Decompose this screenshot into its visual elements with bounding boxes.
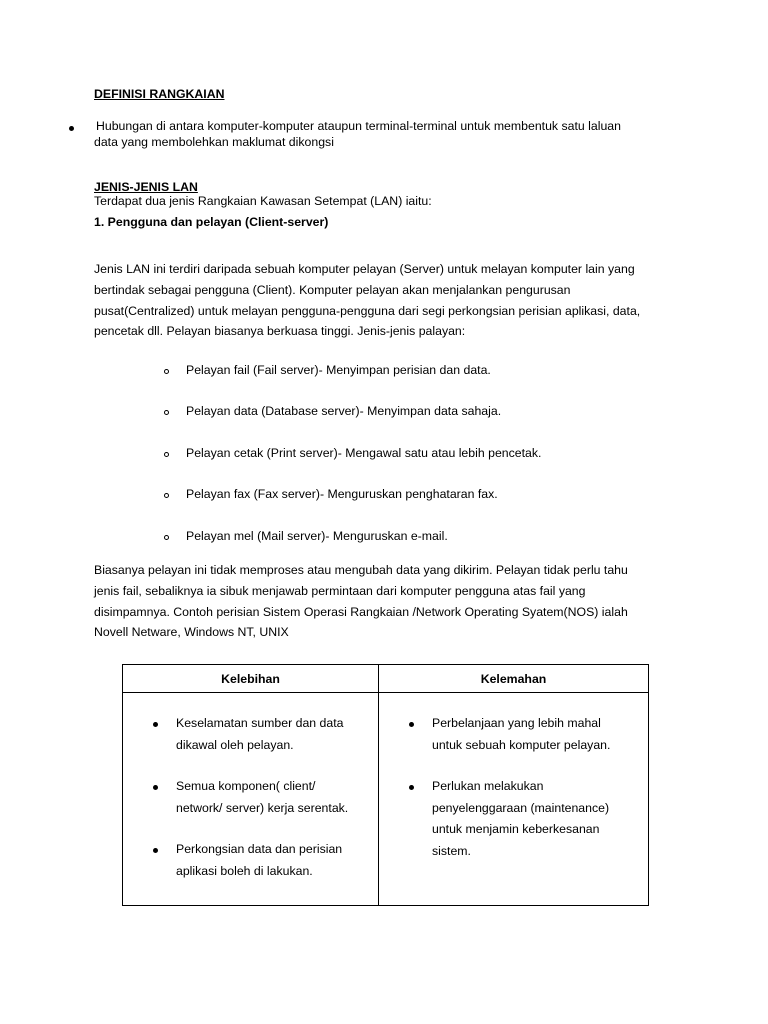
- table-header-row: [123, 665, 649, 693]
- list-item: Pelayan fax (Fax server)- Menguruskan penghataran fax.: [186, 487, 498, 501]
- paragraph-line: bertindak sebagai pengguna (Client). Komputer pelayan akan menjalankan pengurusan: [94, 282, 571, 297]
- list-item-line: Semua komponen( client/: [176, 779, 316, 793]
- list-item: [432, 776, 609, 862]
- list-item-line: untuk sebuah komputer pelayan.: [432, 737, 611, 752]
- circle-bullet-icon: [164, 410, 169, 415]
- bullet-icon: [69, 126, 74, 131]
- paragraph-line: Biasanya pelayan ini tidak memproses atau mengubah data yang dikirim. Pelayan tidak perlu tahu: [94, 563, 628, 577]
- heading-types: JENIS-JENIS LAN: [94, 180, 198, 194]
- bullet-icon: [153, 848, 158, 853]
- column-header-advantages: Kelebihan: [123, 665, 379, 693]
- circle-bullet-icon: [164, 535, 169, 540]
- paragraph-line: pencetak dll. Pelayan biasanya berkuasa tinggi. Jenis-jenis palayan:: [94, 324, 466, 339]
- bullet-icon: [409, 722, 414, 727]
- paragraph-line: jenis fail, sebaliknya ia sibuk menjawab permintaan dari komputer pengguna atas fail yang: [94, 583, 586, 598]
- paragraph-line: pusat(Centralized) untuk melayan pengguna-pengguna dari segi perkongsian perisian aplikasi, data,: [94, 303, 641, 318]
- paragraph-line: Novell Netware, Windows NT, UNIX: [94, 625, 289, 640]
- heading-definition: DEFINISI RANGKAIAN: [94, 87, 225, 101]
- definition-line: Hubungan di antara komputer-komputer ataupun terminal-terminal untuk membentuk satu laluan: [96, 119, 621, 133]
- definition-text: [94, 118, 621, 150]
- list-item: Pelayan data (Database server)- Menyimpan data sahaja.: [186, 404, 502, 418]
- list-item-line: sistem.: [432, 843, 471, 858]
- list-item-line: aplikasi boleh di lakukan.: [176, 863, 313, 878]
- paragraph-line: Jenis LAN ini terdiri daripada sebuah komputer pelayan (Server) untuk melayan komputer lain yang: [94, 262, 635, 276]
- list-item-line: penyelenggaraan (maintenance): [432, 800, 610, 815]
- definition-line: data yang membolehkan maklumat dikongsi: [94, 135, 334, 149]
- paragraph-server-behaviour: [94, 560, 628, 643]
- list-item-line: Perbelanjaan yang lebih mahal: [432, 716, 601, 730]
- list-item: [176, 776, 348, 819]
- list-item: [176, 713, 343, 756]
- circle-bullet-icon: [164, 493, 169, 498]
- types-intro: Terdapat dua jenis Rangkaian Kawasan Setempat (LAN) iaitu:: [94, 194, 432, 208]
- disadvantages-cell: [379, 693, 649, 906]
- bullet-icon: [409, 785, 414, 790]
- bullet-icon: [153, 785, 158, 790]
- column-header-disadvantages: Kelemahan: [379, 665, 649, 693]
- list-item: [432, 713, 610, 756]
- circle-bullet-icon: [164, 369, 169, 374]
- circle-bullet-icon: [164, 452, 169, 457]
- advantages-cell: [123, 693, 379, 906]
- list-item-line: network/ server) kerja serentak.: [176, 800, 349, 815]
- paragraph-client-server: [94, 259, 640, 342]
- bullet-icon: [153, 722, 158, 727]
- list-item-line: Keselamatan sumber dan data: [176, 716, 344, 730]
- list-item-line: dikawal oleh pelayan.: [176, 737, 294, 752]
- list-item-line: Perkongsian data dan perisian: [176, 842, 343, 856]
- list-item: Pelayan mel (Mail server)- Menguruskan e-mail.: [186, 529, 448, 543]
- section-title: 1. Pengguna dan pelayan (Client-server): [94, 215, 329, 229]
- list-item-line: untuk menjamin keberkesanan: [432, 822, 600, 836]
- list-item: Pelayan fail (Fail server)- Menyimpan perisian dan data.: [186, 363, 491, 377]
- paragraph-line: disimpamnya. Contoh perisian Sistem Operasi Rangkaian /Network Operating Syatem(NOS) ialah: [94, 604, 628, 619]
- table-row: [123, 693, 649, 906]
- comparison-table: [122, 664, 649, 906]
- list-item: [176, 839, 342, 882]
- list-item-line: Perlukan melakukan: [432, 779, 544, 793]
- list-item: Pelayan cetak (Print server)- Mengawal satu atau lebih pencetak.: [186, 446, 542, 460]
